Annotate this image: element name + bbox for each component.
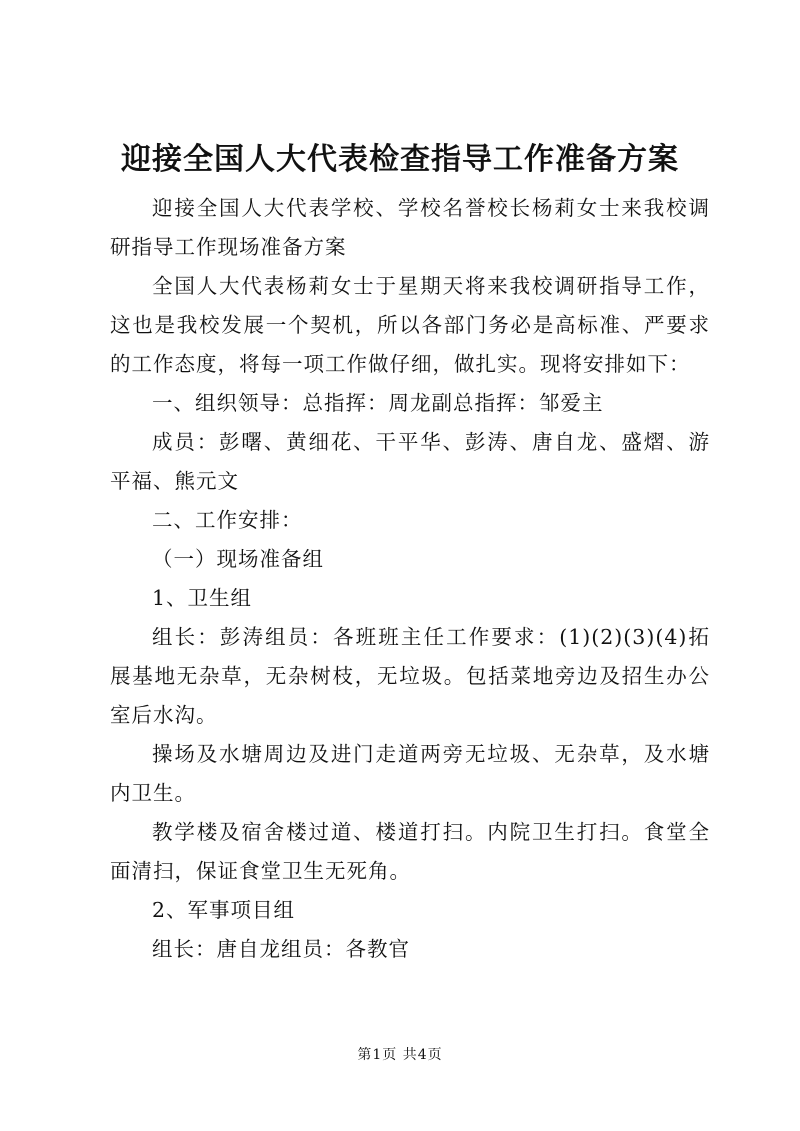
document-title: 迎接全国人大代表检查指导工作准备方案 <box>121 142 679 177</box>
paragraph-hygiene-group: 1、卫生组 <box>152 586 253 610</box>
paragraph-military-group: 2、军事项目组 <box>152 898 296 922</box>
document-body <box>110 189 710 969</box>
paragraph-intro: 迎接全国人大代表学校、学校名誉校长杨莉女士来我校调研指导工作现场准备方案 <box>110 196 710 259</box>
paragraph-buildings: 教学楼及宿舍楼过道、楼道打扫。内院卫生打扫。食堂全面清扫，保证食堂卫生无死角。 <box>110 820 710 883</box>
paragraph-background: 全国人大代表杨莉女士于星期天将来我校调研指导工作，这也是我校发展一个契机，所以各部门务必是高标准、严要求的工作态度，将每一项工作做仔细，做扎实。现将安排如下： <box>110 274 710 376</box>
paragraph-section-arrangement: 二、工作安排： <box>152 508 303 532</box>
paragraph-subsection-site-prep: （一）现场准备组 <box>152 547 324 571</box>
paragraph-playground: 操场及水塘周边及进门走道两旁无垃圾、无杂草，及水塘内卫生。 <box>110 742 710 805</box>
paragraph-military-leader: 组长：唐自龙组员：各教官 <box>152 937 410 961</box>
paragraph-hygiene-details: 组长：彭涛组员：各班班主任工作要求：(1)(2)(3)(4)拓展基地无杂草，无杂树枝，无垃圾。包括菜地旁边及招生办公室后水沟。 <box>110 625 710 727</box>
paragraph-leadership: 一、组织领导：总指挥：周龙副总指挥：邹爱主 <box>152 391 604 415</box>
paragraph-members: 成员：彭曙、黄细花、干平华、彭涛、唐自龙、盛熠、游平福、熊元文 <box>110 430 710 493</box>
page-number: 第1页 共4页 <box>357 1047 443 1063</box>
